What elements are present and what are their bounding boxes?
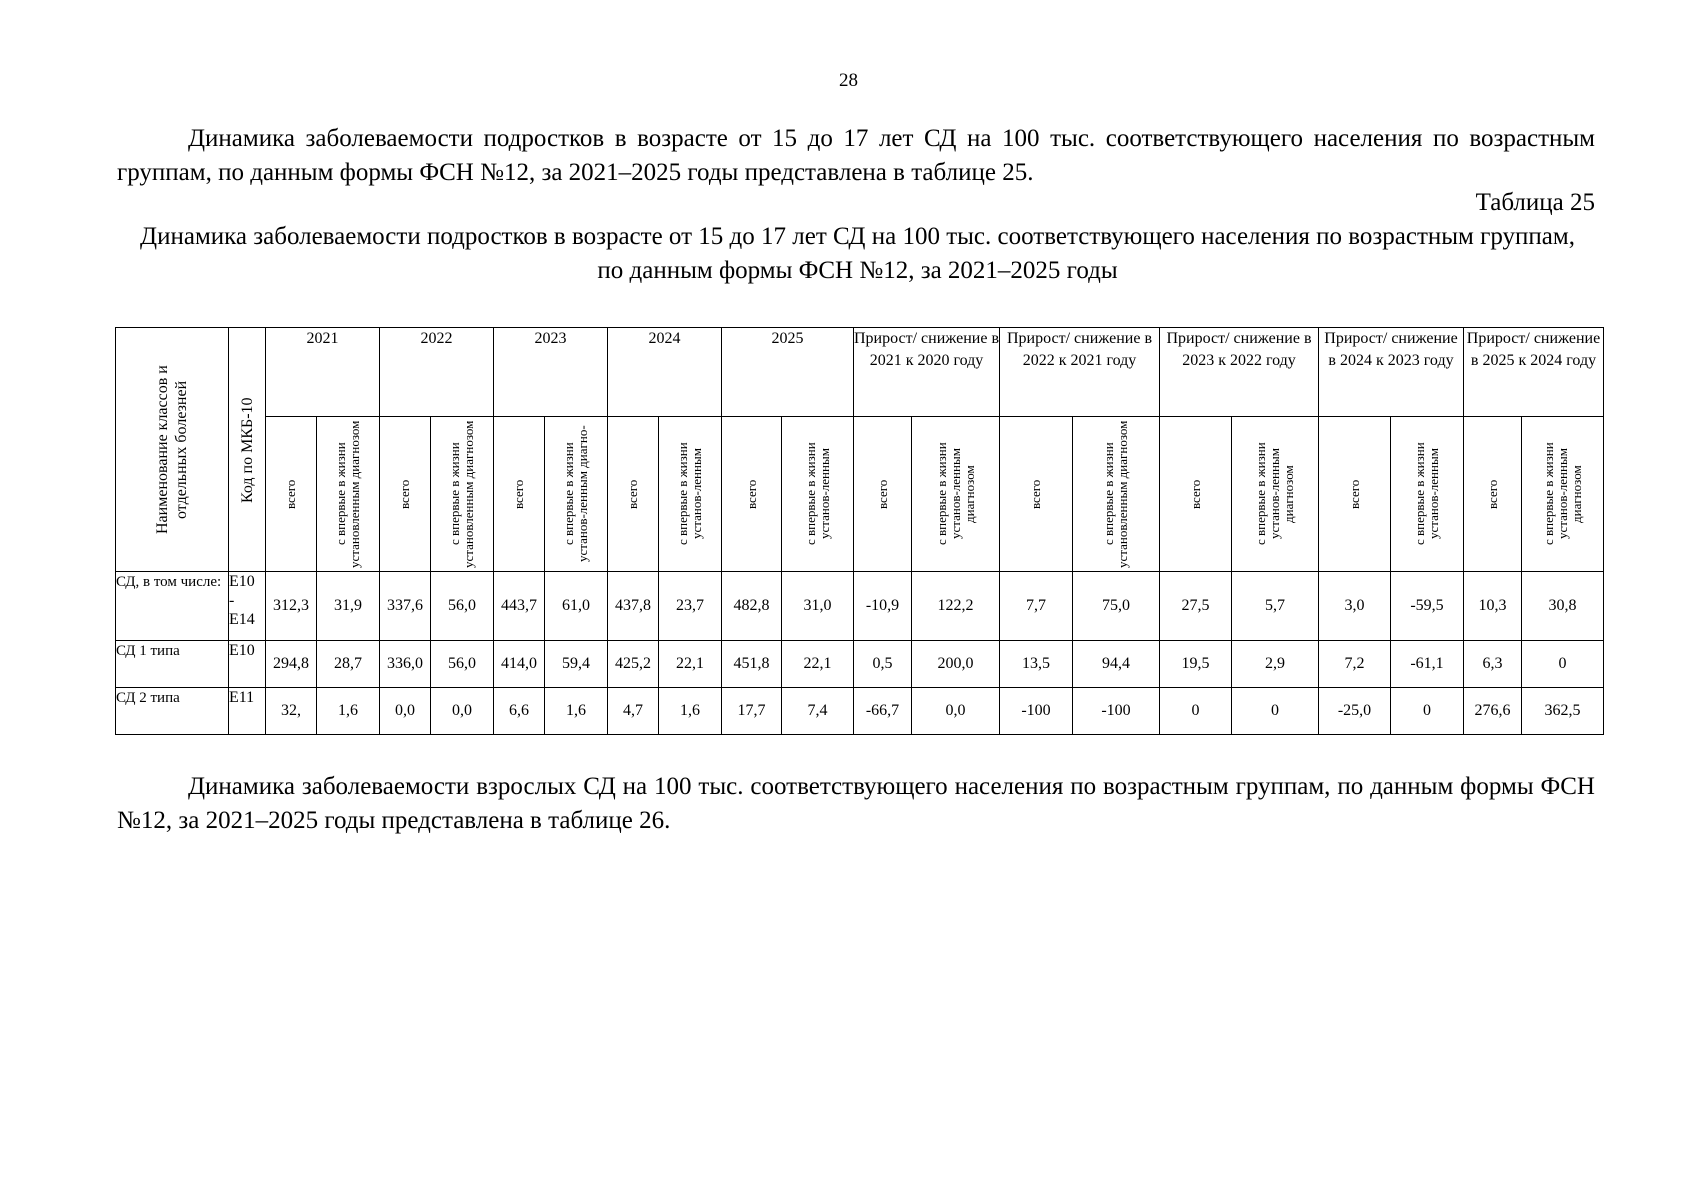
value-cell: 27,5 — [1160, 572, 1232, 641]
intro-paragraph: Динамика заболеваемости подростков в возрасте от 15 до 17 лет СД на 100 тыс. соответствующего населения по возрастным группам, по данным формы ФСН №12, за 2021–2025 годы представлена в таблице 25. — [117, 125, 1595, 186]
subheader-text: с впервые в жизни установленным диагнозом — [1101, 420, 1130, 568]
value-cell: 337,6 — [380, 572, 431, 641]
subheader-cell — [380, 417, 431, 572]
value-cell: 0 — [1232, 688, 1319, 735]
incidence-table — [115, 327, 1604, 735]
subheader-text: с впервые в жизни установленным диагнозом — [333, 420, 362, 568]
value-cell: 22,1 — [782, 641, 854, 688]
value-cell: 7,7 — [1000, 572, 1073, 641]
table-row — [116, 572, 1604, 641]
subheader-cell — [722, 417, 782, 572]
subheader-cell — [912, 417, 1000, 572]
subheader-cell — [431, 417, 494, 572]
subheader-text: всего — [1187, 479, 1203, 509]
value-cell: 0 — [1522, 641, 1604, 688]
table-row — [116, 688, 1604, 735]
subheader-text: всего — [1028, 479, 1043, 509]
subheader-text: всего — [511, 479, 526, 509]
value-cell: 17,7 — [722, 688, 782, 735]
value-cell: 122,2 — [912, 572, 1000, 641]
value-cell: 414,0 — [494, 641, 545, 688]
group-header: Прирост/ снижение в 2024 к 2023 году — [1319, 328, 1464, 417]
value-cell: 56,0 — [431, 572, 494, 641]
group-header: Прирост/ снижение в 2023 к 2022 году — [1160, 328, 1319, 417]
group-header: Прирост/ снижение в 2021 к 2020 году — [854, 328, 1000, 417]
value-cell: 0,0 — [380, 688, 431, 735]
value-cell: 22,1 — [659, 641, 722, 688]
value-cell: -61,1 — [1391, 641, 1464, 688]
subheader-cell — [545, 417, 608, 572]
value-cell: 7,4 — [782, 688, 854, 735]
value-cell: 0,0 — [912, 688, 1000, 735]
subheader-text: всего — [283, 479, 298, 509]
subheader-cell — [608, 417, 659, 572]
table-caption: Динамика заболеваемости подростков в возрасте от 15 до 17 лет СД на 100 тыс. соответствующего населения по возрастным группам, по данным формы ФСН №12, за 2021–2025 годы — [140, 223, 1575, 284]
subheader-cell — [1522, 417, 1604, 572]
value-cell: 13,5 — [1000, 641, 1073, 688]
subheader-text: с впервые в жизни установ-ленным — [1412, 442, 1441, 546]
value-cell: 312,3 — [266, 572, 317, 641]
table-row — [116, 641, 1604, 688]
subheader-cell — [782, 417, 854, 572]
col-header-code — [229, 328, 266, 572]
value-cell: 59,4 — [545, 641, 608, 688]
value-cell: -10,9 — [854, 572, 912, 641]
group-header: 2022 — [380, 328, 494, 417]
group-header: 2024 — [608, 328, 722, 417]
subheader-cell — [1391, 417, 1464, 572]
value-cell: -100 — [1073, 688, 1160, 735]
row-code-cell: Е10 - Е14 — [229, 572, 266, 641]
value-cell: 75,0 — [1073, 572, 1160, 641]
value-cell: -66,7 — [854, 688, 912, 735]
subheader-text: всего — [1346, 479, 1362, 509]
value-cell: -25,0 — [1319, 688, 1391, 735]
value-cell: 10,3 — [1464, 572, 1522, 641]
value-cell: 1,6 — [317, 688, 380, 735]
col-header-name — [116, 328, 229, 572]
value-cell: 2,9 — [1232, 641, 1319, 688]
value-cell: 6,6 — [494, 688, 545, 735]
value-cell: -100 — [1000, 688, 1073, 735]
subheader-text: с впервые в жизни установ-ленным диагнозом — [1253, 442, 1296, 546]
subheader-cell — [1000, 417, 1073, 572]
subheader-cell — [317, 417, 380, 572]
page-number: 28 — [839, 70, 858, 91]
row-code-cell: Е10 — [229, 641, 266, 688]
value-cell: 437,8 — [608, 572, 659, 641]
value-cell: 5,7 — [1232, 572, 1319, 641]
subheader-text: с впервые в жизни установ-ленным — [802, 442, 832, 546]
value-cell: 94,4 — [1073, 641, 1160, 688]
value-cell: 362,5 — [1522, 688, 1604, 735]
table-label: Таблица 25 — [1475, 189, 1595, 216]
row-name-cell: СД, в том числе: — [116, 572, 229, 641]
col-header-code-text: Код по МКБ-10 — [238, 396, 256, 503]
value-cell: 31,0 — [782, 572, 854, 641]
value-cell: -59,5 — [1391, 572, 1464, 641]
value-cell: 1,6 — [659, 688, 722, 735]
value-cell: 56,0 — [431, 641, 494, 688]
subheader-cell — [1319, 417, 1391, 572]
value-cell: 23,7 — [659, 572, 722, 641]
group-header: 2023 — [494, 328, 608, 417]
value-cell: 0 — [1391, 688, 1464, 735]
value-cell: 28,7 — [317, 641, 380, 688]
value-cell: 276,6 — [1464, 688, 1522, 735]
value-cell: 0,0 — [431, 688, 494, 735]
value-cell: 4,7 — [608, 688, 659, 735]
subheader-cell — [1232, 417, 1319, 572]
value-cell: 7,2 — [1319, 641, 1391, 688]
subheader-text: с впервые в жизни установ-ленным диагнозом — [933, 442, 977, 546]
row-code-cell: Е11 — [229, 688, 266, 735]
subheader-cell — [1464, 417, 1522, 572]
value-cell: 482,8 — [722, 572, 782, 641]
row-name-cell: СД 1 типа — [116, 641, 229, 688]
value-cell: 19,5 — [1160, 641, 1232, 688]
subheader-cell — [1073, 417, 1160, 572]
subheader-cell — [266, 417, 317, 572]
group-header: 2021 — [266, 328, 380, 417]
subheader-text: с впервые в жизни установ-ленным диагнозом — [1540, 442, 1584, 546]
value-cell: 32, — [266, 688, 317, 735]
subheader-text: всего — [1484, 479, 1500, 509]
value-cell: 200,0 — [912, 641, 1000, 688]
value-cell: 6,3 — [1464, 641, 1522, 688]
value-cell: 0,5 — [854, 641, 912, 688]
value-cell: 294,8 — [266, 641, 317, 688]
group-header: 2025 — [722, 328, 854, 417]
value-cell: 336,0 — [380, 641, 431, 688]
value-cell: 443,7 — [494, 572, 545, 641]
subheader-text: с впервые в жизни установ-ленным диагно- — [561, 425, 590, 563]
subheader-text: всего — [874, 479, 890, 509]
subheader-text: с впервые в жизни установ-ленным — [675, 442, 704, 546]
group-header: Прирост/ снижение в 2022 к 2021 году — [1000, 328, 1160, 417]
subheader-text: всего — [625, 479, 640, 509]
outro-paragraph: Динамика заболеваемости взрослых СД на 100 тыс. соответствующего населения по возрастным группам, по данным формы ФСН №12, за 2021–2025 годы представлена в таблице 26. — [117, 773, 1595, 834]
group-header: Прирост/ снижение в 2025 к 2024 году — [1464, 328, 1604, 417]
col-header-name-text: Наименование классов и отдельных болезней — [154, 365, 190, 534]
value-cell: 451,8 — [722, 641, 782, 688]
subheader-text: всего — [743, 479, 759, 509]
value-cell: 1,6 — [545, 688, 608, 735]
subheader-cell — [854, 417, 912, 572]
subheader-cell — [659, 417, 722, 572]
subheader-text: с впервые в жизни установленным диагнозом — [447, 420, 476, 568]
value-cell: 425,2 — [608, 641, 659, 688]
value-cell: 30,8 — [1522, 572, 1604, 641]
value-cell: 0 — [1160, 688, 1232, 735]
value-cell: 3,0 — [1319, 572, 1391, 641]
row-name-cell: СД 2 типа — [116, 688, 229, 735]
subheader-text: всего — [397, 479, 412, 509]
subheader-cell — [494, 417, 545, 572]
value-cell: 31,9 — [317, 572, 380, 641]
value-cell: 61,0 — [545, 572, 608, 641]
subheader-cell — [1160, 417, 1232, 572]
